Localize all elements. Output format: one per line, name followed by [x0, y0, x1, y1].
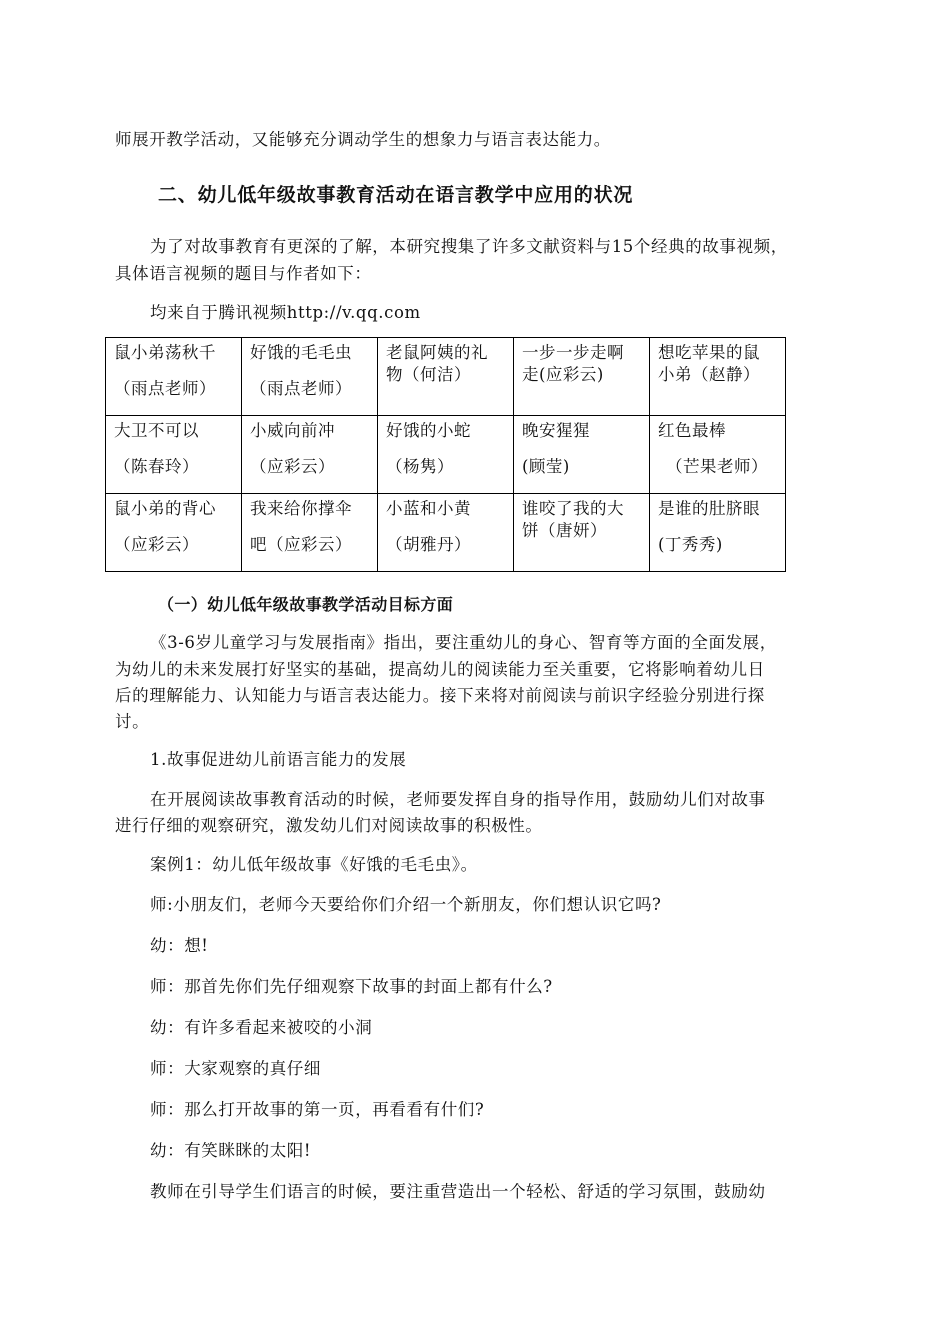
table-cell [106, 338, 242, 416]
story-title: 一步一步走啊 [522, 343, 624, 362]
story-author: （雨点老师） [114, 379, 216, 398]
table-row [106, 338, 786, 416]
story-title: 是谁的肚脐眼 [658, 499, 760, 518]
story-title: 好饿的毛毛虫 [250, 343, 352, 362]
story-title: 我来给你撑伞 [250, 499, 352, 518]
table-cell [650, 494, 786, 572]
story-title: 好饿的小蛇 [386, 421, 471, 440]
source-note: 均来自于腾讯视频http://v.qq.com [150, 303, 421, 322]
story-author: 吧（应彩云） [250, 535, 352, 554]
story-author: (顾莹) [522, 457, 570, 476]
paragraph-guide-line3: 后的理解能力、认知能力与语言表达能力。接下来将对前阅读与前识字经验分别进行探 [115, 686, 765, 705]
story-title: 小威向前冲 [250, 421, 335, 440]
table-cell [650, 416, 786, 494]
story-author: （应彩云） [114, 535, 199, 554]
story-author: （雨点老师） [250, 379, 352, 398]
paragraph-guide-line1: 《3-6岁儿童学习与发展指南》指出，要注重幼儿的身心、智育等方面的全面发展， [150, 633, 777, 652]
story-author: 小弟（赵静） [658, 365, 760, 384]
table-cell [514, 494, 650, 572]
dialogue-line: 师：大家观察的真仔细 [150, 1059, 321, 1078]
story-title: 老鼠阿姨的礼 [386, 343, 488, 362]
table-row [106, 494, 786, 572]
section-heading: 二、幼儿低年级故事教育活动在语言教学中应用的状况 [158, 184, 634, 206]
story-author: 走(应彩云) [522, 365, 604, 384]
story-title: 鼠小弟荡秋千 [114, 343, 216, 362]
story-author: 物（何洁） [386, 365, 471, 384]
table-cell [242, 338, 378, 416]
subsection-heading: （一）幼儿低年级故事教学活动目标方面 [158, 595, 454, 614]
story-author: （杨隽） [386, 457, 454, 476]
story-title: 大卫不可以 [114, 421, 199, 440]
dialogue-line: 师：那么打开故事的第一页，再看看有什们? [150, 1100, 485, 1119]
story-title: 晚安猩猩 [522, 421, 590, 440]
paragraph-guide-line4: 讨。 [115, 712, 150, 731]
story-title: 小蓝和小黄 [386, 499, 471, 518]
dialogue-line: 师:小朋友们，老师今天要给你们介绍一个新朋友，你们想认识它吗? [150, 895, 662, 914]
story-author: （芒果老师） [666, 457, 768, 476]
table-cell [378, 494, 514, 572]
paragraph-reading-line1: 在开展阅读故事教育活动的时候，老师要发挥自身的指导作用，鼓励幼儿们对故事 [150, 790, 766, 809]
story-author: （胡雅丹） [386, 535, 471, 554]
paragraph-guide-line2: 为幼儿的未来发展打好坚实的基础，提高幼儿的阅读能力至关重要，它将影响着幼儿日 [115, 660, 765, 679]
paragraph-intro-line1: 为了对故事教育有更深的了解，本研究搜集了许多文献资料与15个经典的故事视频， [150, 237, 788, 256]
story-video-table [105, 337, 786, 572]
story-title: 红色最棒 [658, 421, 726, 440]
table-cell [242, 494, 378, 572]
story-author: 饼（唐妍） [522, 521, 607, 540]
numbered-subheading: 1.故事促进幼儿前语言能力的发展 [150, 750, 407, 769]
table-cell [242, 416, 378, 494]
story-title: 鼠小弟的背心 [114, 499, 216, 518]
story-author: （陈春玲） [114, 457, 199, 476]
table-cell [106, 494, 242, 572]
dialogue-line: 师：那首先你们先仔细观察下故事的封面上都有什么? [150, 977, 553, 996]
case-label: 案例1：幼儿低年级故事《好饿的毛毛虫》。 [150, 855, 478, 874]
table-cell [378, 338, 514, 416]
story-author: （应彩云） [250, 457, 335, 476]
paragraph-continuation: 师展开教学活动，又能够充分调动学生的想象力与语言表达能力。 [115, 130, 611, 149]
dialogue-line: 幼：有许多看起来被咬的小洞 [150, 1018, 373, 1037]
table-cell [106, 416, 242, 494]
table-cell [514, 416, 650, 494]
story-title: 想吃苹果的鼠 [658, 343, 760, 362]
dialogue-line: 幼：有笑眯眯的太阳! [150, 1141, 312, 1160]
table-row [106, 416, 786, 494]
story-title: 谁咬了我的大 [522, 499, 624, 518]
table-cell [514, 338, 650, 416]
paragraph-closing: 教师在引导学生们语言的时候，要注重营造出一个轻松、舒适的学习氛围，鼓励幼 [150, 1182, 766, 1201]
paragraph-intro-line2: 具体语言视频的题目与作者如下： [115, 264, 372, 283]
table-cell [378, 416, 514, 494]
dialogue-line: 幼：想! [150, 936, 209, 955]
story-author: (丁秀秀) [658, 535, 723, 554]
paragraph-reading-line2: 进行仔细的观察研究，激发幼儿们对阅读故事的积极性。 [115, 816, 543, 835]
table-cell [650, 338, 786, 416]
